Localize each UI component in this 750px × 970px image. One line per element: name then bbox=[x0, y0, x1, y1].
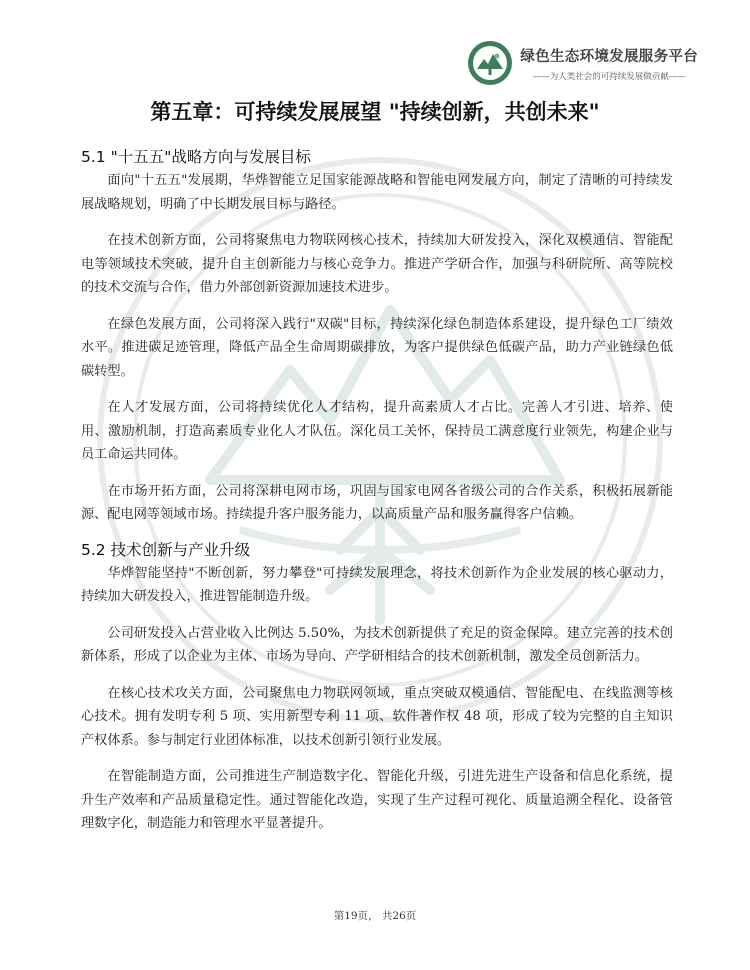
brand-subtitle: ——为人类社会的可持续发展做贡献—— bbox=[532, 71, 686, 82]
paragraph: 在技术创新方面，公司将聚焦电力物联网核心技术，持续加大研发投入，深化双模通信、智能配电等领域技术突破，提升自主创新能力与核心竞争力。推进产学研合作，加强与科研院所、高等院校的技术交流与合作，借力外部创新资源加速技术进步。 bbox=[81, 233, 673, 295]
page-number: 第19页， 共26页 bbox=[333, 910, 417, 922]
brand-title: 绿色生态环境发展服务平台 bbox=[520, 48, 698, 65]
paragraph: 面向"十五五"发展期，华烨智能立足国家能源战略和智能电网发展方向，制定了清晰的可持续发展战略规划，明确了中长期发展目标与路径。 bbox=[81, 173, 673, 212]
paragraph: 公司研发投入占营业收入比例达 5.50%，为技术创新提供了充足的资金保障。建立完善的技术创新体系，形成了以企业为主体、市场为导向、产学研相结合的技术创新机制，激发全员创新活力。 bbox=[81, 625, 673, 664]
section-heading: 5.2 技术创新与产业升级 bbox=[81, 540, 251, 559]
paragraph: 在核心技术攻关方面，公司聚焦电力物联网领域，重点突破双模通信、智能配电、在线监测等核心技术。拥有发明专利 5 项、实用新型专利 11 项、软件著作权 48 项，形成了较为完整的自主知识产权体系。参与制定行业团体标准，以技术创新引领行业发展。 bbox=[81, 685, 673, 748]
chapter-title: 第五章：可持续发展展望 "持续创新，共创未来" bbox=[150, 100, 600, 124]
paragraph: 在绿色发展方面，公司将深入践行"双碳"目标，持续深化绿色制造体系建设，提升绿色工厂绩效水平。推进碳足迹管理，降低产品全生命周期碳排放，为客户提供绿色低碳产品，助力产业链绿色低碳转型。 bbox=[81, 316, 673, 379]
paragraph: 在市场开拓方面，公司将深耕电网市场，巩固与国家电网各省级公司的合作关系，积极拓展新能源、配电网等领域市场。持续提升客户服务能力，以高质量产品和服务赢得客户信赖。 bbox=[81, 483, 673, 522]
paragraph: 在智能制造方面，公司推进生产制造数字化、智能化升级，引进先进生产设备和信息化系统，提升生产效率和产品质量稳定性。通过智能化改造，实现了生产过程可视化、质量追溯全程化、设备管理数字化，制造能力和管理水平显著提升。 bbox=[81, 769, 673, 831]
paragraph: 华烨智能坚持"不断创新，努力攀登"可持续发展理念，将技术创新作为企业发展的核心驱动力，持续加大研发投入，推进智能制造升级。 bbox=[81, 565, 673, 604]
logo-icon bbox=[467, 40, 513, 86]
header bbox=[467, 40, 698, 86]
section-heading: 5.1 "十五五"战略方向与发展目标 bbox=[81, 148, 311, 166]
paragraph: 在人才发展方面，公司将持续优化人才结构，提升高素质人才占比。完善人才引进、培养、使用、激励机制，打造高素质专业化人才队伍。深化员工关怀，保持员工满意度行业领先，构建企业与员工命运共同体。 bbox=[81, 400, 673, 462]
brand-block bbox=[520, 45, 698, 82]
document-body bbox=[81, 146, 673, 836]
